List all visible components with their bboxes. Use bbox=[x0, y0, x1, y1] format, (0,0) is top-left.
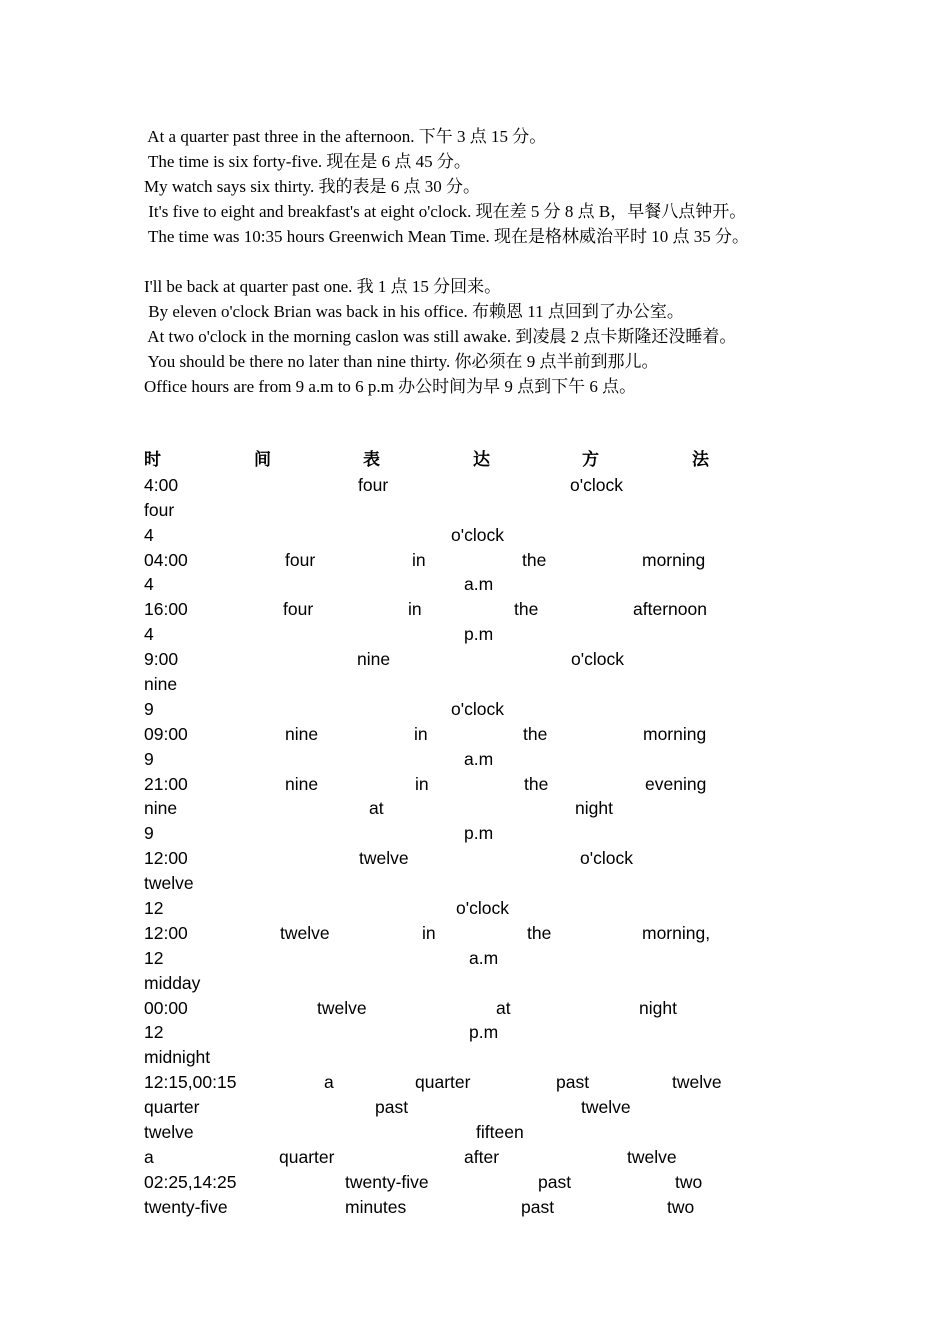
table-cell: p.m bbox=[464, 823, 494, 844]
table-row bbox=[144, 1145, 744, 1170]
table-cell: o'clock bbox=[571, 649, 624, 670]
table-cell: the bbox=[524, 773, 549, 794]
table-cell: 4:00 bbox=[144, 474, 179, 495]
table-cell: four bbox=[285, 549, 316, 570]
table-cell: twenty-five bbox=[345, 1171, 429, 1192]
table-cell: midday bbox=[144, 972, 201, 993]
table-cell: o'clock bbox=[451, 698, 504, 719]
table-cell: quarter bbox=[144, 1097, 200, 1118]
table-cell: at bbox=[496, 997, 511, 1018]
table-cell: in bbox=[408, 599, 422, 620]
table-cell: 12 bbox=[144, 898, 164, 919]
table-cell: twelve bbox=[672, 1072, 722, 1093]
example-line: By eleven o'clock Brian was back in his office. 布赖恩 11 点回到了办公室。 bbox=[144, 302, 684, 321]
table-cell: 09:00 bbox=[144, 723, 188, 744]
table-cell: night bbox=[639, 997, 677, 1018]
table-cell: midnight bbox=[144, 1047, 211, 1068]
table-row bbox=[144, 548, 744, 573]
example-line: At a quarter past three in the afternoon. 下午 3 点 15 分。 bbox=[144, 127, 547, 146]
table-cell: 9 bbox=[144, 748, 154, 769]
table-cell: the bbox=[523, 723, 548, 744]
table-cell: p.m bbox=[469, 1022, 499, 1043]
table-cell: twelve bbox=[627, 1146, 677, 1167]
table-row bbox=[144, 1045, 744, 1070]
table-cell: morning, bbox=[642, 922, 711, 943]
table-row bbox=[144, 871, 744, 896]
table-row bbox=[144, 946, 744, 971]
table-cell: quarter bbox=[415, 1072, 471, 1093]
table-cell: 9 bbox=[144, 698, 154, 719]
table-cell: evening bbox=[645, 773, 707, 794]
heading-char: 间 bbox=[254, 450, 271, 470]
table-row bbox=[144, 1095, 744, 1120]
table-cell: morning bbox=[643, 723, 707, 744]
table-cell: nine bbox=[285, 773, 319, 794]
time-expression-table bbox=[144, 448, 744, 1220]
table-row bbox=[144, 622, 744, 647]
table-row bbox=[144, 722, 744, 747]
table-cell: past bbox=[375, 1097, 409, 1118]
table-cell: the bbox=[522, 549, 547, 570]
table-row bbox=[144, 572, 744, 597]
table-cell: past bbox=[521, 1196, 555, 1217]
table-cell: twelve bbox=[144, 873, 194, 894]
table-cell: twenty-five bbox=[144, 1196, 228, 1217]
table-cell: the bbox=[514, 599, 539, 620]
table-cell: past bbox=[556, 1072, 590, 1093]
paragraph-gap bbox=[144, 249, 864, 274]
table-row bbox=[144, 1020, 744, 1045]
table-cell: two bbox=[667, 1196, 695, 1217]
table-row bbox=[144, 1120, 744, 1145]
example-line: At two o'clock in the morning caslon was still awake. 到凌晨 2 点卡斯隆还没睡着。 bbox=[144, 327, 737, 346]
table-cell: nine bbox=[144, 798, 178, 819]
table-row bbox=[144, 597, 744, 622]
table-row bbox=[144, 498, 744, 523]
table-cell: o'clock bbox=[456, 898, 509, 919]
table-cell: 12 bbox=[144, 1022, 164, 1043]
table-heading bbox=[144, 448, 744, 473]
table-cell: in bbox=[422, 922, 436, 943]
table-cell: a.m bbox=[464, 574, 494, 595]
table-cell: at bbox=[369, 798, 384, 819]
table-cell: 4 bbox=[144, 624, 154, 645]
table-cell: a bbox=[144, 1146, 154, 1167]
table-cell: four bbox=[283, 599, 314, 620]
table-cell: nine bbox=[144, 674, 178, 695]
table-cell: four bbox=[144, 499, 175, 520]
table-row bbox=[144, 697, 744, 722]
table-cell: 12:00 bbox=[144, 922, 188, 943]
table-cell: fifteen bbox=[476, 1122, 524, 1143]
table-cell: twelve bbox=[280, 922, 330, 943]
table-cell: past bbox=[538, 1171, 572, 1192]
table-cell: a.m bbox=[464, 748, 494, 769]
heading-char: 达 bbox=[473, 450, 490, 470]
table-cell: 9 bbox=[144, 823, 154, 844]
table-cell: afternoon bbox=[633, 599, 707, 620]
example-sentences bbox=[144, 124, 864, 399]
table-row bbox=[144, 473, 744, 498]
table-cell: 12:15,00:15 bbox=[144, 1072, 237, 1093]
table-cell: in bbox=[414, 723, 428, 744]
table-cell: 02:25,14:25 bbox=[144, 1171, 237, 1192]
heading-char: 时 bbox=[144, 450, 161, 470]
heading-char: 方 bbox=[582, 450, 599, 470]
table-cell: night bbox=[575, 798, 613, 819]
table-row bbox=[144, 523, 744, 548]
table-row bbox=[144, 821, 744, 846]
table-row bbox=[144, 796, 744, 821]
table-cell: after bbox=[464, 1146, 500, 1167]
table-row bbox=[144, 996, 744, 1021]
table-cell: p.m bbox=[464, 624, 494, 645]
table-row bbox=[144, 971, 744, 996]
table-row bbox=[144, 1195, 744, 1220]
table-cell: quarter bbox=[279, 1146, 335, 1167]
table-cell: 21:00 bbox=[144, 773, 188, 794]
table-cell: o'clock bbox=[570, 474, 623, 495]
table-cell: 00:00 bbox=[144, 997, 188, 1018]
table-cell: twelve bbox=[359, 848, 409, 869]
table-cell: in bbox=[412, 549, 426, 570]
table-row bbox=[144, 921, 744, 946]
example-line: You should be there no later than nine thirty. 你必须在 9 点半前到那儿。 bbox=[144, 352, 659, 371]
table-cell: 16:00 bbox=[144, 599, 188, 620]
table-cell: 04:00 bbox=[144, 549, 188, 570]
table-cell: in bbox=[415, 773, 429, 794]
heading-char: 表 bbox=[363, 450, 380, 470]
table-cell: four bbox=[358, 474, 389, 495]
example-line: Office hours are from 9 a.m to 6 p.m 办公时间为早 9 点到下午 6 点。 bbox=[144, 377, 637, 396]
table-cell: morning bbox=[642, 549, 706, 570]
example-line: The time is six forty-five. 现在是 6 点 45 分。 bbox=[144, 152, 471, 171]
heading-char: 法 bbox=[692, 450, 709, 470]
table-row bbox=[144, 1170, 744, 1195]
example-line: I'll be back at quarter past one. 我 1 点 15 分回来。 bbox=[144, 277, 502, 296]
table-row bbox=[144, 747, 744, 772]
table-cell: two bbox=[675, 1171, 703, 1192]
table-cell: a.m bbox=[469, 947, 499, 968]
table-cell: the bbox=[527, 922, 552, 943]
table-cell: 12 bbox=[144, 947, 164, 968]
table-cell: a bbox=[324, 1072, 334, 1093]
table-cell: o'clock bbox=[451, 524, 504, 545]
table-cell: 4 bbox=[144, 524, 154, 545]
table-cell: minutes bbox=[345, 1196, 407, 1217]
table-row bbox=[144, 1070, 744, 1095]
table-cell: nine bbox=[357, 649, 391, 670]
table-cell: 9:00 bbox=[144, 649, 179, 670]
table-cell: twelve bbox=[581, 1097, 631, 1118]
table-row bbox=[144, 672, 744, 697]
example-line: It's five to eight and breakfast's at eight o'clock. 现在差 5 分 8 点 B，早餐八点钟开。 bbox=[144, 202, 747, 221]
table-row bbox=[144, 896, 744, 921]
table-cell: 4 bbox=[144, 574, 154, 595]
table-cell: twelve bbox=[317, 997, 367, 1018]
table-cell: 12:00 bbox=[144, 848, 188, 869]
table-cell: nine bbox=[285, 723, 319, 744]
example-line: My watch says six thirty. 我的表是 6 点 30 分。 bbox=[144, 177, 481, 196]
table-row bbox=[144, 647, 744, 672]
table-cell: twelve bbox=[144, 1122, 194, 1143]
example-line: The time was 10:35 hours Greenwich Mean Time. 现在是格林威治平时 10 点 35 分。 bbox=[144, 227, 750, 246]
table-cell: o'clock bbox=[580, 848, 633, 869]
table-row bbox=[144, 846, 744, 871]
table-row bbox=[144, 772, 744, 797]
